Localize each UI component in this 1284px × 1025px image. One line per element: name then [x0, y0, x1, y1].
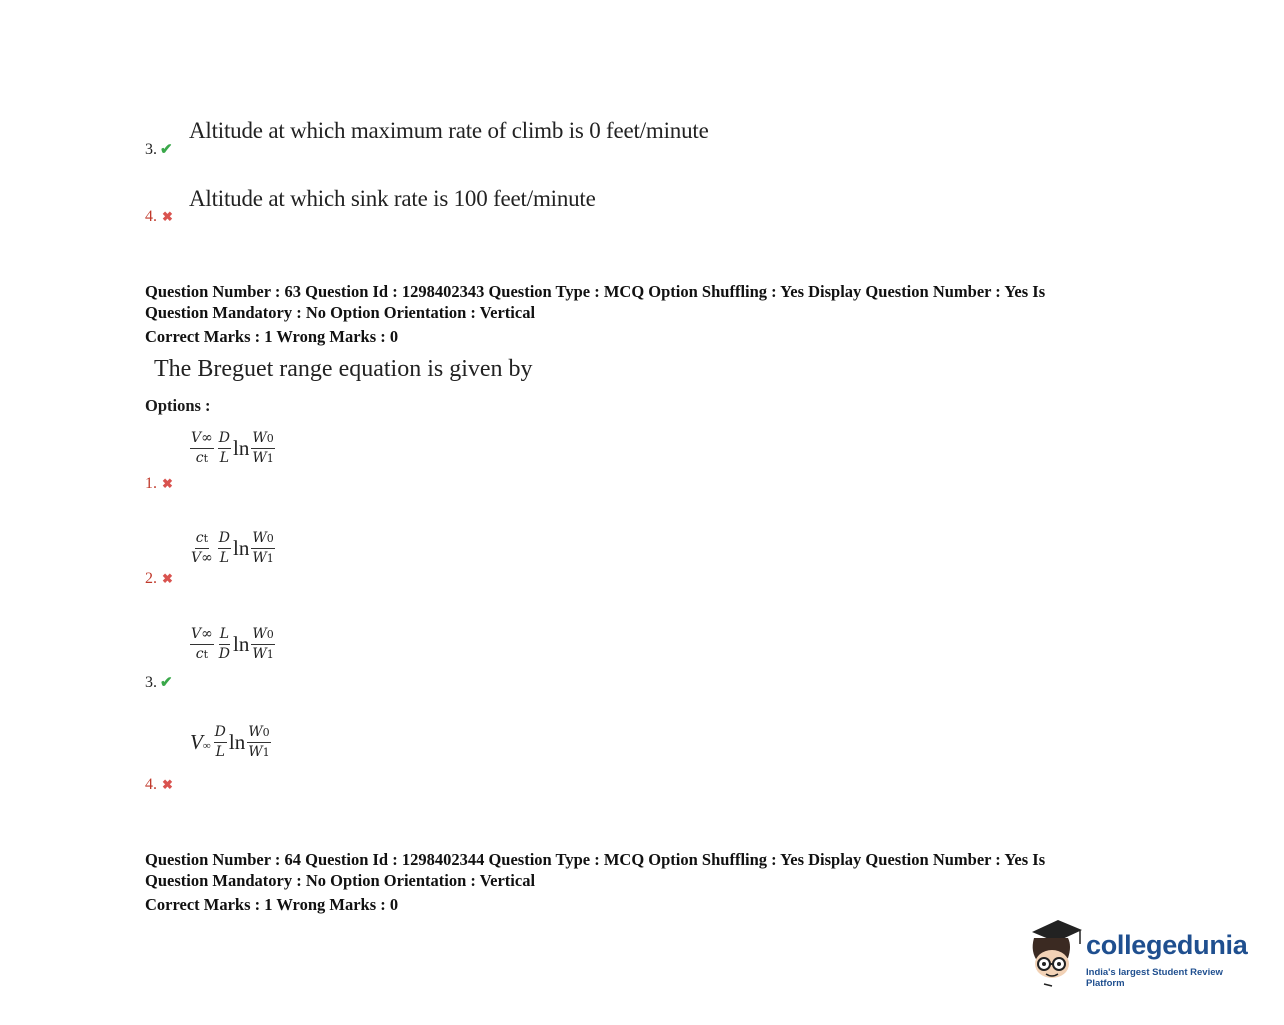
subscript: 1	[262, 746, 270, 759]
question-64-meta	[145, 849, 1145, 915]
frac-den: c	[195, 450, 204, 466]
frac-den: L	[215, 744, 225, 760]
cross-icon: ✖	[162, 476, 173, 491]
subscript: 0	[262, 726, 270, 739]
fraction-a	[190, 530, 214, 567]
option-number: 3.	[145, 141, 157, 158]
fraction-c	[251, 530, 274, 567]
lead-var: V	[190, 730, 203, 754]
subscript: 0	[266, 532, 274, 545]
formula-option-3	[190, 626, 275, 663]
option-3-text: Altitude at which maximum rate of climb is 0 feet/minute	[189, 118, 709, 143]
option-number: 2.	[145, 570, 157, 587]
option-2-number	[145, 570, 173, 588]
subscript: 0	[266, 432, 274, 445]
fraction-c	[251, 626, 274, 663]
option-number: 4.	[145, 208, 157, 225]
frac-den: L	[219, 450, 230, 466]
cross-icon: ✖	[162, 209, 173, 224]
formula-option-2	[190, 530, 275, 567]
logo-tagline: India's largest Student Review Platform	[1086, 967, 1223, 989]
fraction-b	[218, 626, 231, 663]
cross-icon: ✖	[162, 571, 173, 586]
meta-line-2: Question Mandatory : No Option Orientation : Vertical	[145, 303, 536, 322]
formula-option-1	[190, 430, 275, 467]
option-1-number	[145, 475, 173, 493]
frac-den: W	[252, 450, 267, 466]
check-icon: ✔	[160, 142, 173, 158]
fraction-b	[218, 530, 231, 567]
mascot-icon	[1024, 918, 1086, 988]
frac-num: V∞	[191, 430, 213, 446]
ln-symbol: ln	[233, 632, 250, 656]
frac-num: D	[218, 530, 231, 549]
frac-num: W	[248, 724, 263, 740]
marks-line: Correct Marks : 1 Wrong Marks : 0	[145, 895, 399, 914]
fraction-a	[190, 430, 214, 467]
frac-den: W	[252, 550, 267, 566]
ln-symbol: ln	[233, 436, 250, 460]
frac-den: c	[195, 646, 204, 662]
ln-symbol: ln	[233, 536, 250, 560]
subscript: 0	[266, 628, 274, 641]
logo-name: collegedunia	[1086, 930, 1248, 960]
frac-num: V∞	[191, 626, 213, 642]
option-3-number-q63	[145, 673, 173, 692]
option-4-number-q63	[145, 776, 173, 794]
subscript: t	[203, 532, 209, 545]
options-label: Options :	[145, 396, 211, 415]
option-number: 3.	[145, 674, 157, 691]
meta-line-2: Question Mandatory : No Option Orientation : Vertical	[145, 871, 536, 890]
frac-den: W	[248, 744, 263, 760]
frac-num: D	[214, 724, 227, 743]
meta-line-1: Question Number : 64 Question Id : 1298402344 Question Type : MCQ Option Shuffling : Yes Display Question Number : Yes Is	[145, 850, 1046, 869]
subscript: t	[203, 452, 209, 465]
option-4-number	[145, 208, 173, 226]
subscript: 1	[266, 648, 274, 661]
fraction-a	[190, 626, 214, 663]
frac-num: L	[219, 626, 230, 645]
subscript: 1	[266, 452, 274, 465]
velocity-symbol	[190, 730, 211, 755]
fraction-b	[218, 430, 231, 467]
option-4-text: Altitude at which sink rate is 100 feet/minute	[189, 186, 596, 211]
frac-den: D	[218, 646, 231, 662]
check-icon: ✔	[160, 675, 173, 691]
meta-line-1: Question Number : 63 Question Id : 1298402343 Question Type : MCQ Option Shuffling : Yes Display Question Number : Yes Is	[145, 282, 1046, 301]
cross-icon: ✖	[162, 777, 173, 792]
formula-option-4	[190, 724, 271, 761]
frac-num: c	[195, 530, 204, 546]
marks-line: Correct Marks : 1 Wrong Marks : 0	[145, 327, 399, 346]
subscript: 1	[266, 552, 274, 565]
frac-num: W	[252, 626, 267, 642]
frac-den: L	[219, 550, 230, 566]
question-text: The Breguet range equation is given by	[154, 356, 533, 382]
collegedunia-logo[interactable]	[1024, 918, 1264, 988]
frac-den: V∞	[191, 550, 213, 566]
fraction-c	[247, 724, 270, 761]
frac-den: W	[252, 646, 267, 662]
frac-num: D	[218, 430, 231, 449]
question-63-meta	[145, 281, 1145, 347]
fraction-b	[214, 724, 227, 761]
subscript: ∞	[202, 740, 211, 752]
option-number: 4.	[145, 776, 157, 793]
ln-symbol: ln	[228, 730, 246, 754]
frac-num: W	[252, 430, 267, 446]
option-3-number	[145, 140, 173, 159]
option-number: 1.	[145, 475, 157, 492]
subscript: t	[203, 648, 209, 661]
fraction-c	[251, 430, 274, 467]
frac-num: W	[252, 530, 267, 546]
